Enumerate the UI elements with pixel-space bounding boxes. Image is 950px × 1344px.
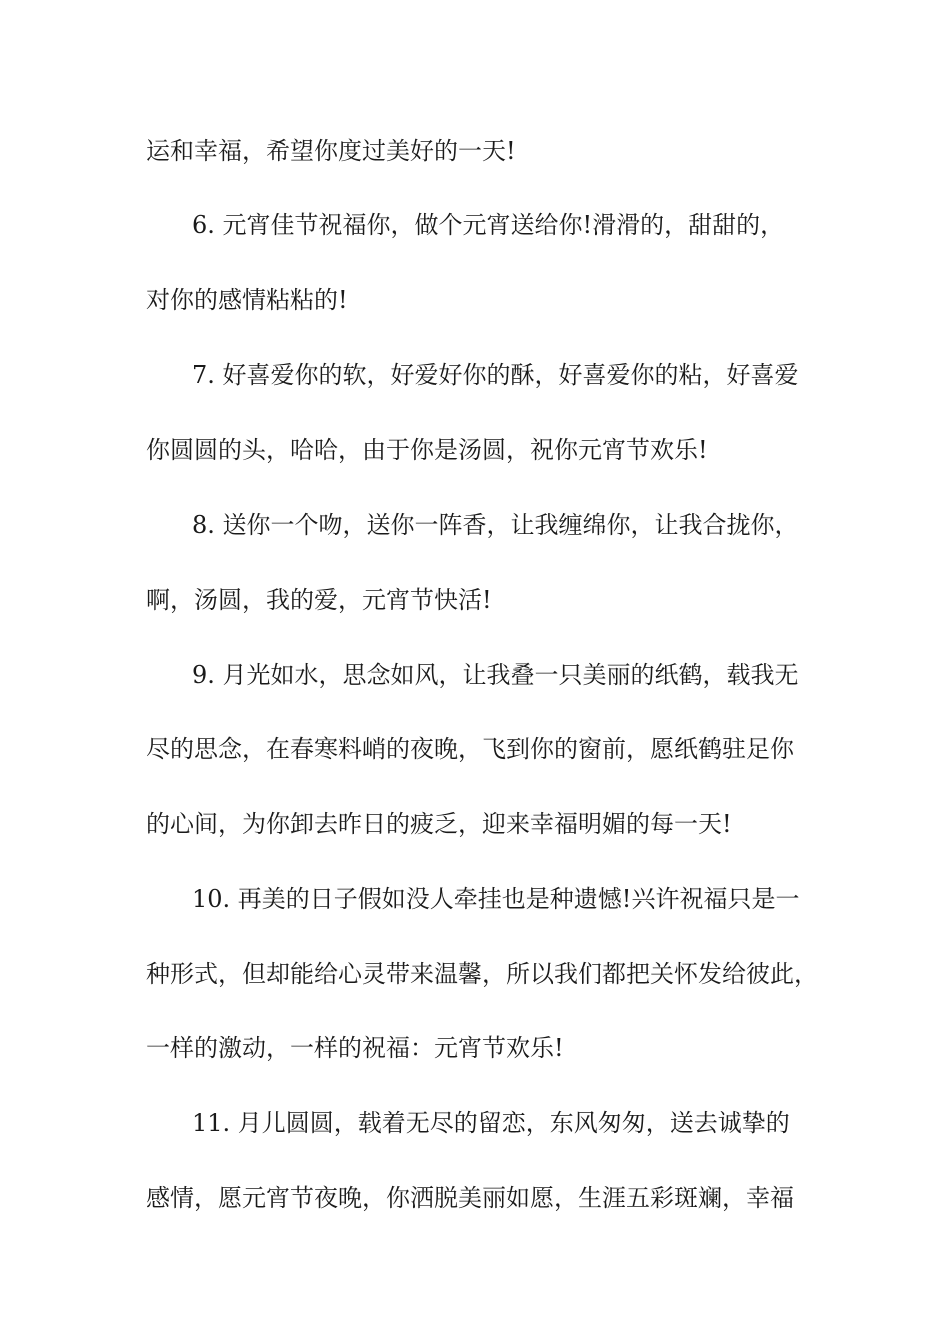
text-line: 8. 送你一个吻，送你一阵香，让我缠绵你，让我合拢你， — [192, 511, 799, 539]
text-line: 对你的感情粘粘的! — [146, 286, 348, 314]
text-line: 种形式，但却能给心灵带来温馨，所以我们都把关怀发给彼此， — [146, 960, 818, 988]
text-line: 啊，汤圆，我的爱，元宵节快活! — [146, 586, 492, 614]
text-line: 尽的思念，在春寒料峭的夜晚，飞到你的窗前，愿纸鹤驻足你 — [146, 735, 794, 763]
text-line: 10. 再美的日子假如没人牵挂也是种遗憾!兴许祝福只是一 — [192, 885, 800, 913]
text-line: 9. 月光如水，思念如风，让我叠一只美丽的纸鹤，载我无 — [192, 661, 799, 689]
text-line: 6. 元宵佳节祝福你，做个元宵送给你!滑滑的，甜甜的， — [192, 211, 785, 239]
text-line: 11. 月儿圆圆，载着无尽的留恋，东风匆匆，送去诚挚的 — [192, 1109, 790, 1137]
text-line: 你圆圆的头，哈哈，由于你是汤圆，祝你元宵节欢乐! — [146, 436, 708, 464]
text-line: 的心间，为你卸去昨日的疲乏，迎来幸福明媚的每一天! — [146, 810, 732, 838]
text-line: 感情，愿元宵节夜晚，你洒脱美丽如愿，生涯五彩斑斓，幸福 — [146, 1184, 794, 1212]
text-line: 运和幸福，希望你度过美好的一天! — [146, 137, 516, 165]
text-line: 7. 好喜爱你的软，好爱好你的酥，好喜爱你的粘，好喜爱 — [192, 361, 799, 389]
text-line: 一样的激动，一样的祝福：元宵节欢乐! — [146, 1034, 564, 1062]
